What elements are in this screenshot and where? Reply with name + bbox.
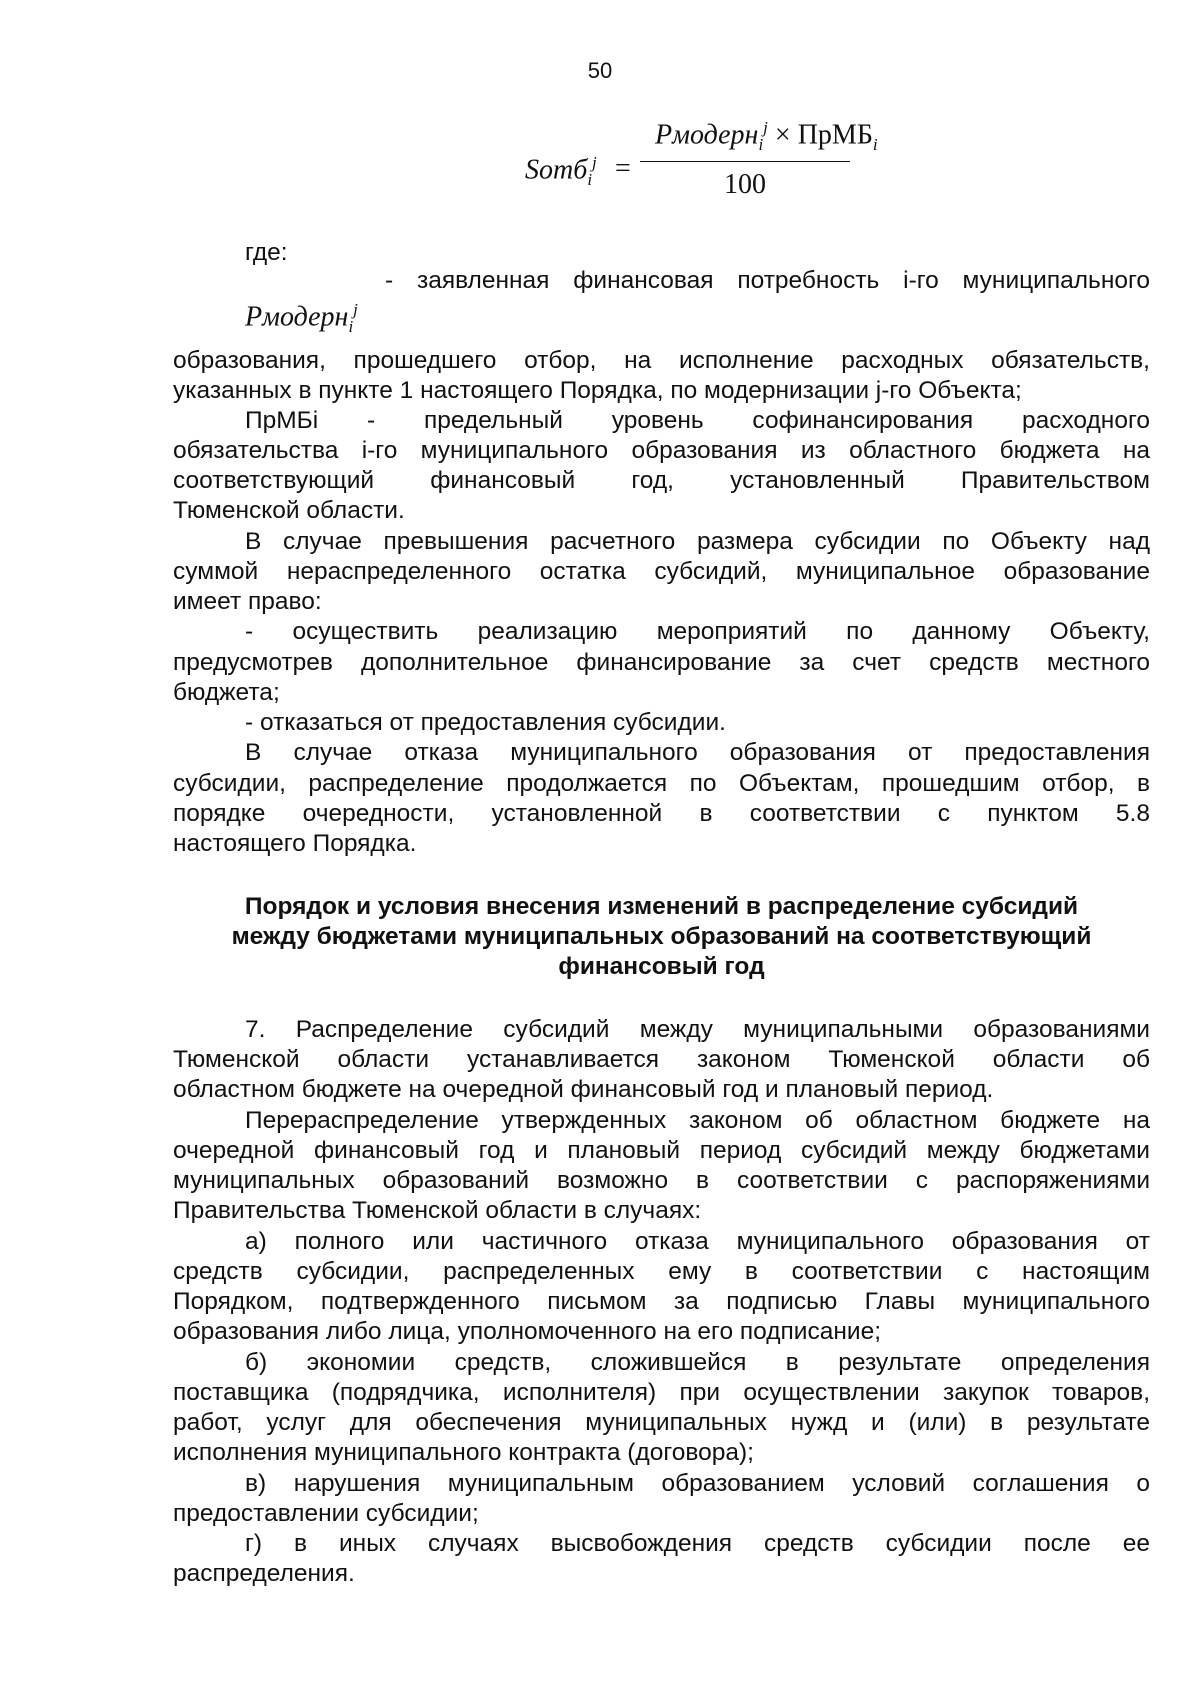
text-line: распределения.	[173, 1560, 355, 1587]
formula-lhs-base: Sотб	[525, 154, 588, 186]
fraction-bar	[640, 161, 850, 162]
formula-numerator	[655, 118, 878, 155]
text-line: г) в иных случаях высвобождения средств субсидии после ее	[245, 1530, 1150, 1557]
text-line: б) экономии средств, сложившейся в результате определения	[245, 1349, 1150, 1376]
formula-numerator-sub: i	[758, 134, 764, 154]
text-line: поставщика (подрядчика, исполнителя) при осуществлении закупок товаров,	[173, 1379, 1150, 1406]
text-line: Правительства Тюменской области в случаях:	[173, 1197, 702, 1224]
text-line: образования либо лица, уполномоченного на его подписание;	[173, 1318, 882, 1345]
text-line: Перераспределение утвержденных законом об областном бюджете на	[245, 1107, 1150, 1134]
section-heading-line: Порядок и условия внесения изменений в распределение субсидий	[244, 893, 1079, 920]
section-heading-line: между бюджетами муниципальных образований на соответствующий	[231, 923, 1092, 950]
symbol-base: Рмодерн	[245, 301, 349, 333]
text-line: В случае превышения расчетного размера субсидии по Объекту над	[245, 528, 1150, 555]
text-line: - осуществить реализацию мероприятий по данному Объекту,	[245, 618, 1150, 645]
text-line: - заявленная финансовая потребность i-го муниципального	[385, 267, 1150, 294]
text-line: областном бюджете на очередной финансовый год и плановый период.	[173, 1076, 994, 1103]
page-number: 50	[587, 58, 613, 83]
text-line: в) нарушения муниципальным образованием условий соглашения о	[245, 1470, 1150, 1497]
symbol-rmodern	[245, 300, 358, 337]
formula-denominator: 100	[724, 169, 766, 200]
text-line: исполнения муниципального контракта (договора);	[173, 1439, 754, 1466]
text-line: - отказаться от предоставления субсидии.	[245, 709, 726, 736]
formula	[480, 105, 878, 205]
text-line: соответствующий финансовый год, установленный Правительством	[173, 467, 1150, 494]
text-line: а) полного или частичного отказа муниципального образования от	[245, 1228, 1150, 1255]
text-line: муниципальных образований возможно в соответствии с распоряжениями	[173, 1167, 1150, 1194]
text-line: ПрМБi - предельный уровень софинансирования расходного	[245, 407, 1150, 434]
text-line: предусмотрев дополнительное финансирование за счет средств местного	[173, 649, 1150, 676]
text-line: порядке очередности, установленной в соответствии с пунктом 5.8	[173, 800, 1150, 827]
text-line: бюджета;	[173, 679, 280, 706]
symbol-sub: i	[348, 316, 354, 336]
text-line: обязательства i-го муниципального образования из областного бюджета на	[173, 437, 1150, 464]
text-line: субсидии, распределение продолжается по Объектам, прошедшим отбор, в	[173, 770, 1150, 797]
text-line: Тюменской области устанавливается законом Тюменской области об	[173, 1046, 1150, 1073]
text-line: настоящего Порядка.	[173, 830, 417, 857]
text-line: 7. Распределение субсидий между муниципальными образованиями	[245, 1016, 1150, 1043]
text-line: очередной финансовый год и плановый период субсидий между бюджетами	[173, 1137, 1150, 1164]
formula-lhs-sup: j	[592, 153, 597, 172]
formula-lhs-sub: i	[587, 169, 593, 189]
formula-equals: =	[615, 153, 631, 184]
text-line: образования, прошедшего отбор, на исполнение расходных обязательств,	[173, 347, 1150, 374]
formula-numerator-term-sub: i	[872, 134, 878, 154]
symbol-sup: j	[353, 300, 358, 319]
formula-numerator-term: ПрМБ	[797, 119, 873, 151]
text-line: средств субсидии, распределенных ему в соответствии с настоящим	[173, 1258, 1150, 1285]
text-line: суммой нераспределенного остатка субсидий, муниципальное образование	[173, 558, 1150, 585]
text-line: имеет право:	[173, 588, 322, 615]
formula-numerator-sup: j	[763, 118, 768, 137]
text-line: предоставлении субсидии;	[173, 1500, 479, 1527]
where-label: где:	[245, 239, 288, 266]
formula-numerator-var: Рмодерн	[655, 119, 759, 151]
text-line: Порядком, подтвержденного письмом за подписью Главы муниципального	[173, 1288, 1150, 1315]
text-line: указанных в пункте 1 настоящего Порядка, по модернизации j-го Объекта;	[173, 377, 1022, 404]
formula-times: ×	[774, 119, 791, 151]
section-heading-line: финансовый год	[558, 953, 765, 980]
text-line: работ, услуг для обеспечения муниципальных нужд и (или) в результате	[173, 1409, 1150, 1436]
text-line: Тюменской области.	[173, 497, 405, 524]
text-line: В случае отказа муниципального образования от предоставления	[245, 739, 1150, 766]
formula-lhs	[525, 153, 597, 190]
